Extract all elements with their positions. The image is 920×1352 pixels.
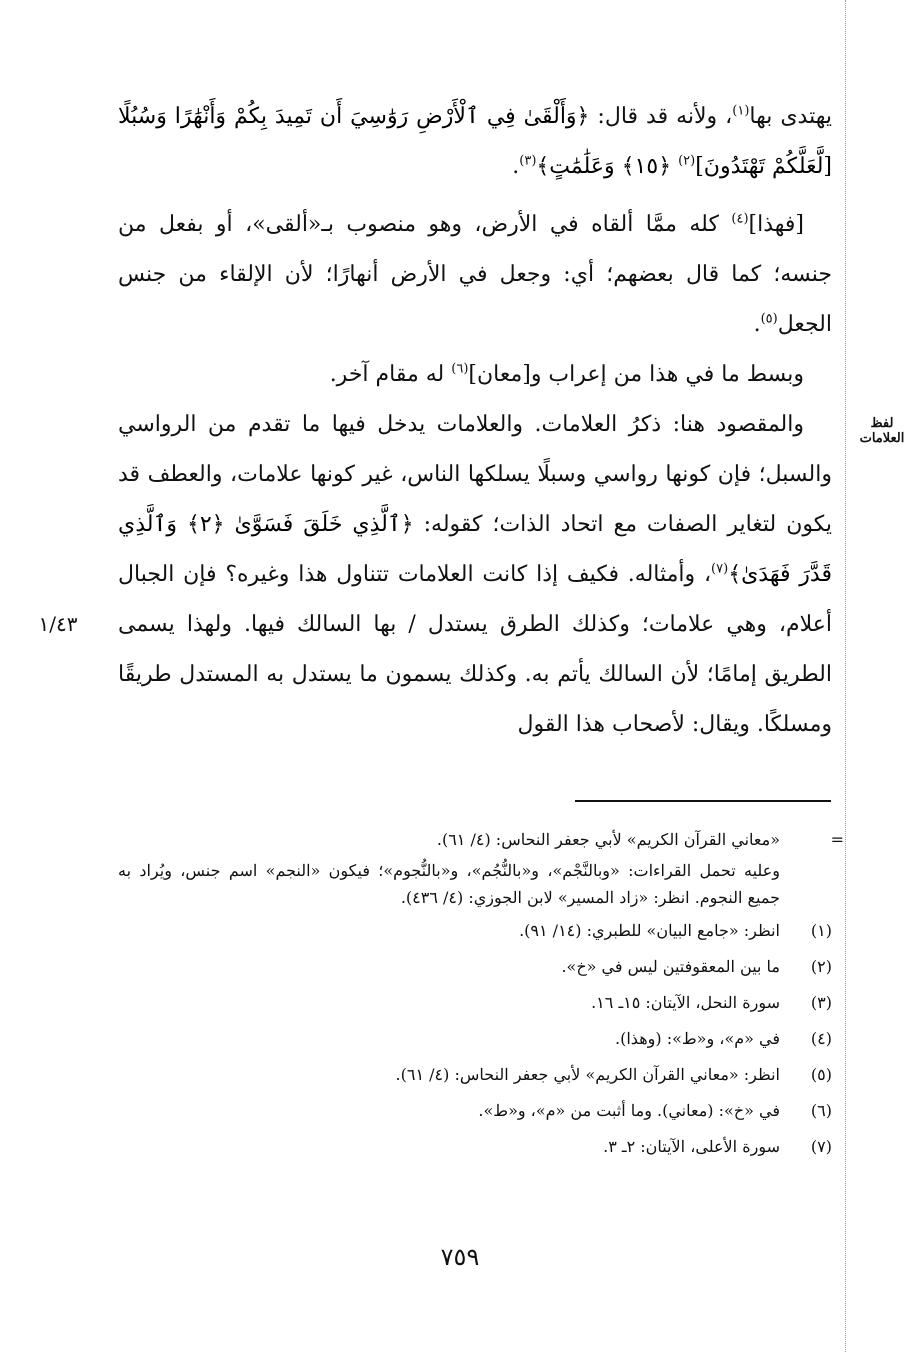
manuscript-folio-ref: ١/٤٣ bbox=[38, 612, 78, 636]
footnote-separator bbox=[575, 800, 831, 802]
paragraph-4: والمقصود هنا: ذكرُ العلامات. والعلامات يدخل فيها ما تقدم من الرواسي والسبل؛ فإن كونها رواسي وسبلًا يسلكها الناس، غير كونها علامات، والعطف قد يكون لتغاير الصفات مع اتحاد الذات؛ كقوله: ﴿ٱلَّذِي خَلَقَ فَسَوَّىٰ ﴿٢﴾ وَٱلَّذِي قَدَّرَ فَهَدَىٰ﴾$^{(٧)}$، وأمثاله. فكيف إذا كانت العلامات تتناول هذا وغيره؟ فإن الجبال أعلام، وهي علامات؛ وكذلك الطرق يستدل / بها السالك فيها. ولهذا يسمى الطريق إمامًا؛ لأن السالك يأتم به. وكذلك يسمون ما يستدل به المستدل طريقًا ومسلكًا. ويقال: لأصحاب هذا القول bbox=[118, 412, 832, 737]
margin-note: لفظ العلامات bbox=[859, 416, 905, 446]
quran-verse: ﴿١٥﴾ وَعَلَٰمَٰتٍ﴾ bbox=[536, 154, 679, 179]
footnote-ref-5[interactable]: (٥) bbox=[760, 311, 778, 327]
footnote-item: (٢) ما بين المعقوفتين ليس في «خ». bbox=[561, 957, 832, 976]
paragraph-1: يهتدى بها$^{(١)}$، ولأنه قد قال: ﴿وَأَلْقَىٰ فِي ٱلْأَرْضِ رَوَٰسِيَ أَن تَمِيدَ بِكُمْ وَأَنْهَٰرًا وَسُبُلًا [لَّعَلَّكُمْ تَهْتَدُونَ]$^{(٢)}$ ﴿١٥﴾ وَعَلَٰمَٰتٍ﴾$^{(٣)}$. bbox=[118, 103, 833, 179]
continuation-marker: = bbox=[830, 830, 844, 849]
quran-verse: ﴿ٱلَّذِي خَلَقَ فَسَوَّىٰ ﴿٢﴾ وَٱلَّذِي قَدَّرَ فَهَدَىٰ﴾ bbox=[118, 512, 832, 587]
footnote-item: (٤) في «م»، و«ط»: (وهذا). bbox=[615, 1029, 832, 1048]
footnote-ref-3[interactable]: (٣) bbox=[519, 153, 537, 169]
footnote-item: (٧) سورة الأعلى، الآيتان: ٢ـ ٣. bbox=[603, 1137, 832, 1156]
footnote-item: (٦) في «خ»: (معاني). وما أثبت من «م»، و«ط». bbox=[478, 1101, 832, 1120]
page-number: ٧٥٩ bbox=[440, 1243, 480, 1271]
paragraph-2: [فهذا]$^{(٤)}$ كله ممَّا ألقاه في الأرض، وهو منصوب بـ«ألقى»، أو بفعل من جنسه؛ كما قال بعضهم؛ أي: وجعل في الأرض أنهارًا؛ لأن الإلقاء من جنس الجعل$^{(٥)}$. bbox=[118, 211, 832, 337]
footnote-item: (١) انظر: «جامع البيان» للطبري: (١٤/ ٩١). bbox=[519, 921, 832, 940]
main-text bbox=[118, 92, 832, 750]
footnote-item: (٥) انظر: «معاني القرآن الكريم» لأبي جعفر النحاس: (٤/ ٦١). bbox=[395, 1065, 832, 1084]
footnote-item: (٣) سورة النحل، الآيتان: ١٥ـ ١٦. bbox=[591, 993, 832, 1012]
paragraph-3: وبسط ما في هذا من إعراب و[معان]$^{(٦)}$ له مقام آخر. bbox=[329, 361, 804, 387]
quran-verse: ﴿وَأَلْقَىٰ فِي ٱلْأَرْضِ رَوَٰسِيَ أَن تَمِيدَ بِكُمْ وَأَنْهَٰرًا وَسُبُلًا [لَّعَلَّكُمْ تَهْتَدُونَ] bbox=[118, 104, 832, 179]
footnote-ref-7[interactable]: (٧) bbox=[711, 561, 729, 577]
footnote-ref-2[interactable]: (٢) bbox=[678, 153, 696, 169]
footnotes bbox=[118, 826, 844, 1161]
footnote-continuation: «معاني القرآن الكريم» لأبي جعفر النحاس: (٤/ ٦١). bbox=[436, 830, 780, 849]
footnote-continuation: وعليه تحمل القراءات: «وبالنَّجْم»، و«بالنُّجُم»، و«بالنُّجوم»؛ فيكون «النجم» اسم جنس، ويُراد به جميع النجوم. انظر: «زاد المسير» لابن الجوزي: (٤/ ٤٣٦). bbox=[118, 861, 780, 907]
footnote-ref-4[interactable]: (٤) bbox=[731, 211, 749, 227]
footnote-ref-1[interactable]: (١) bbox=[732, 103, 750, 119]
footnote-ref-6[interactable]: (٦) bbox=[451, 361, 469, 377]
margin-dotted-line bbox=[845, 0, 846, 1352]
